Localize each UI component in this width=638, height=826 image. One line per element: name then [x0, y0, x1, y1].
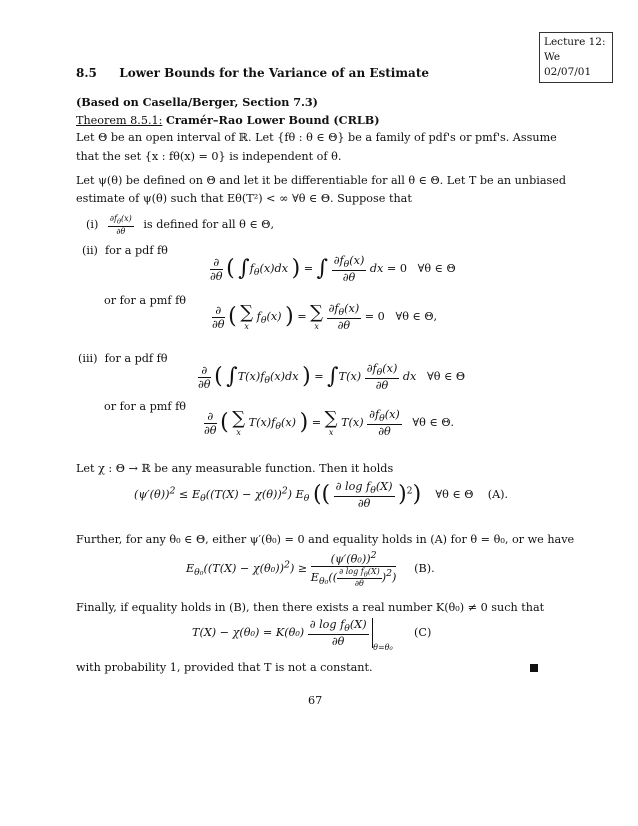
- further-statement: Further, for any θ₀ ∈ Θ, either ψ′(θ₀) = 0 and equality holds in (A) for θ = θ₀, or we have: [76, 533, 575, 546]
- lecture-date: We 02/07/01: [544, 51, 592, 78]
- label-C: (C): [414, 626, 432, 640]
- label-B: (B).: [414, 562, 435, 576]
- finally-statement: Finally, if equality holds in (B), then there exists a real number K(θ₀) ≠ 0 such that: [76, 601, 545, 614]
- condition-i: [86, 214, 274, 236]
- condition-iii-pdf: for a pdf fθ: [104, 352, 168, 365]
- equation-iii-pmf: $\frac{\partial}{\partial\theta}$ ( ∑ x $T(x)f_\theta(x)$ ) = ∑ x T(x) $\frac{\partial f_\theta(x)}{\partial\theta}$ ∀θ ∈ Θ.: [204, 407, 455, 439]
- theorem-label: Theorem 8.5.1:: [76, 114, 163, 127]
- equation-C: T(X) − χ(θ₀) = K(θ₀) $\frac{\partial \log f_\theta(X)}{\partial\theta}$ $_{\theta=\theta_0}$ (C): [192, 618, 432, 653]
- theorem-heading: [76, 113, 380, 127]
- section-heading: [76, 66, 429, 80]
- section-title: Lower Bounds for the Variance of an Estimate: [119, 66, 429, 80]
- equation-ii-pmf: $\frac{\partial}{\partial\theta}$ ( ∑ x $f_\theta(x)$ ) = ∑ x $\frac{\partial f_\theta(x)}{\partial\theta}$ = 0 ∀θ ∈ Θ,: [212, 301, 438, 333]
- page-number: 67: [308, 694, 323, 707]
- chi-statement: Let χ : Θ → ℝ be any measurable function. Then it holds: [76, 462, 394, 475]
- paragraph-2b: estimate of ψ(θ) such that Eθ(T²) < ∞ ∀θ ∈ Θ. Suppose that: [76, 192, 412, 205]
- qed-square-icon: [530, 664, 538, 672]
- condition-ii-label: (ii) for a pdf fθ: [82, 244, 168, 257]
- condition-i-text: is defined for all θ ∈ Θ,: [143, 217, 275, 231]
- reference: (Based on Casella/Berger, Section 7.3): [76, 95, 318, 109]
- paragraph-1b: that the set {x : fθ(x) = 0} is independent of θ.: [76, 150, 342, 163]
- paragraph-1a: Let Θ be an open interval of ℝ. Let {fθ : θ ∈ Θ} be a family of pdf's or pmf's. Assume: [76, 131, 557, 144]
- condition-iii-label: (iii) for a pdf fθ: [78, 352, 168, 365]
- condition-ii-pmf: or for a pmf fθ: [104, 294, 186, 307]
- condition-ii-pdf: for a pdf fθ: [105, 244, 168, 257]
- section-number: 8.5: [76, 66, 97, 80]
- condition-iii-pmf: or for a pmf fθ: [104, 400, 186, 413]
- lecture-number: Lecture 12:: [544, 36, 606, 48]
- equation-B: $E_{\theta_0}((T(X) - \chi(\theta_0))^2)$ ≥ $(\psi'(\theta_0))^2$ $E_{\theta_0}$(( $\frac{\partial \log f_\theta(X)}{\partial\theta}$ )$^2$) (B).: [186, 550, 435, 589]
- paragraph-2a: Let ψ(θ) be defined on Θ and let it be differentiable for all θ ∈ Θ. Let T be an unbiased: [76, 174, 567, 187]
- condition-i-fraction: $\frac{\partial f_\theta(x)}{\partial\theta}$: [109, 214, 132, 236]
- lecture-box: [539, 32, 613, 83]
- condition-i-label: (i): [86, 217, 99, 231]
- equation-ii-pdf: $\frac{\partial}{\partial\theta}$ ( $\int f_\theta(x)dx$ ) = ∫ $\frac{\partial f_\theta(x)}{\partial\theta}$ dx = 0 ∀θ ∈ Θ: [210, 254, 456, 285]
- equation-A: $(\psi'(\theta))^2 \le E_\theta((T(X) - \chi(\theta))^2)$ $E_\theta$ (( $\frac{\partial \log f_\theta(X)}{\partial\theta}$ )$^2$) ∀θ ∈ Θ (A).: [134, 480, 509, 511]
- label-A: (A).: [487, 488, 509, 502]
- equation-iii-pdf: $\frac{\partial}{\partial\theta}$ ( $\int T(x)f_\theta(x)dx$ ) = ∫T(x) $\frac{\partial f_\theta(x)}{\partial\theta}$ dx ∀θ ∈ Θ: [198, 362, 466, 393]
- theorem-name: Cramér–Rao Lower Bound (CRLB): [165, 113, 380, 127]
- probability-statement: with probability 1, provided that T is not a constant.: [76, 661, 373, 674]
